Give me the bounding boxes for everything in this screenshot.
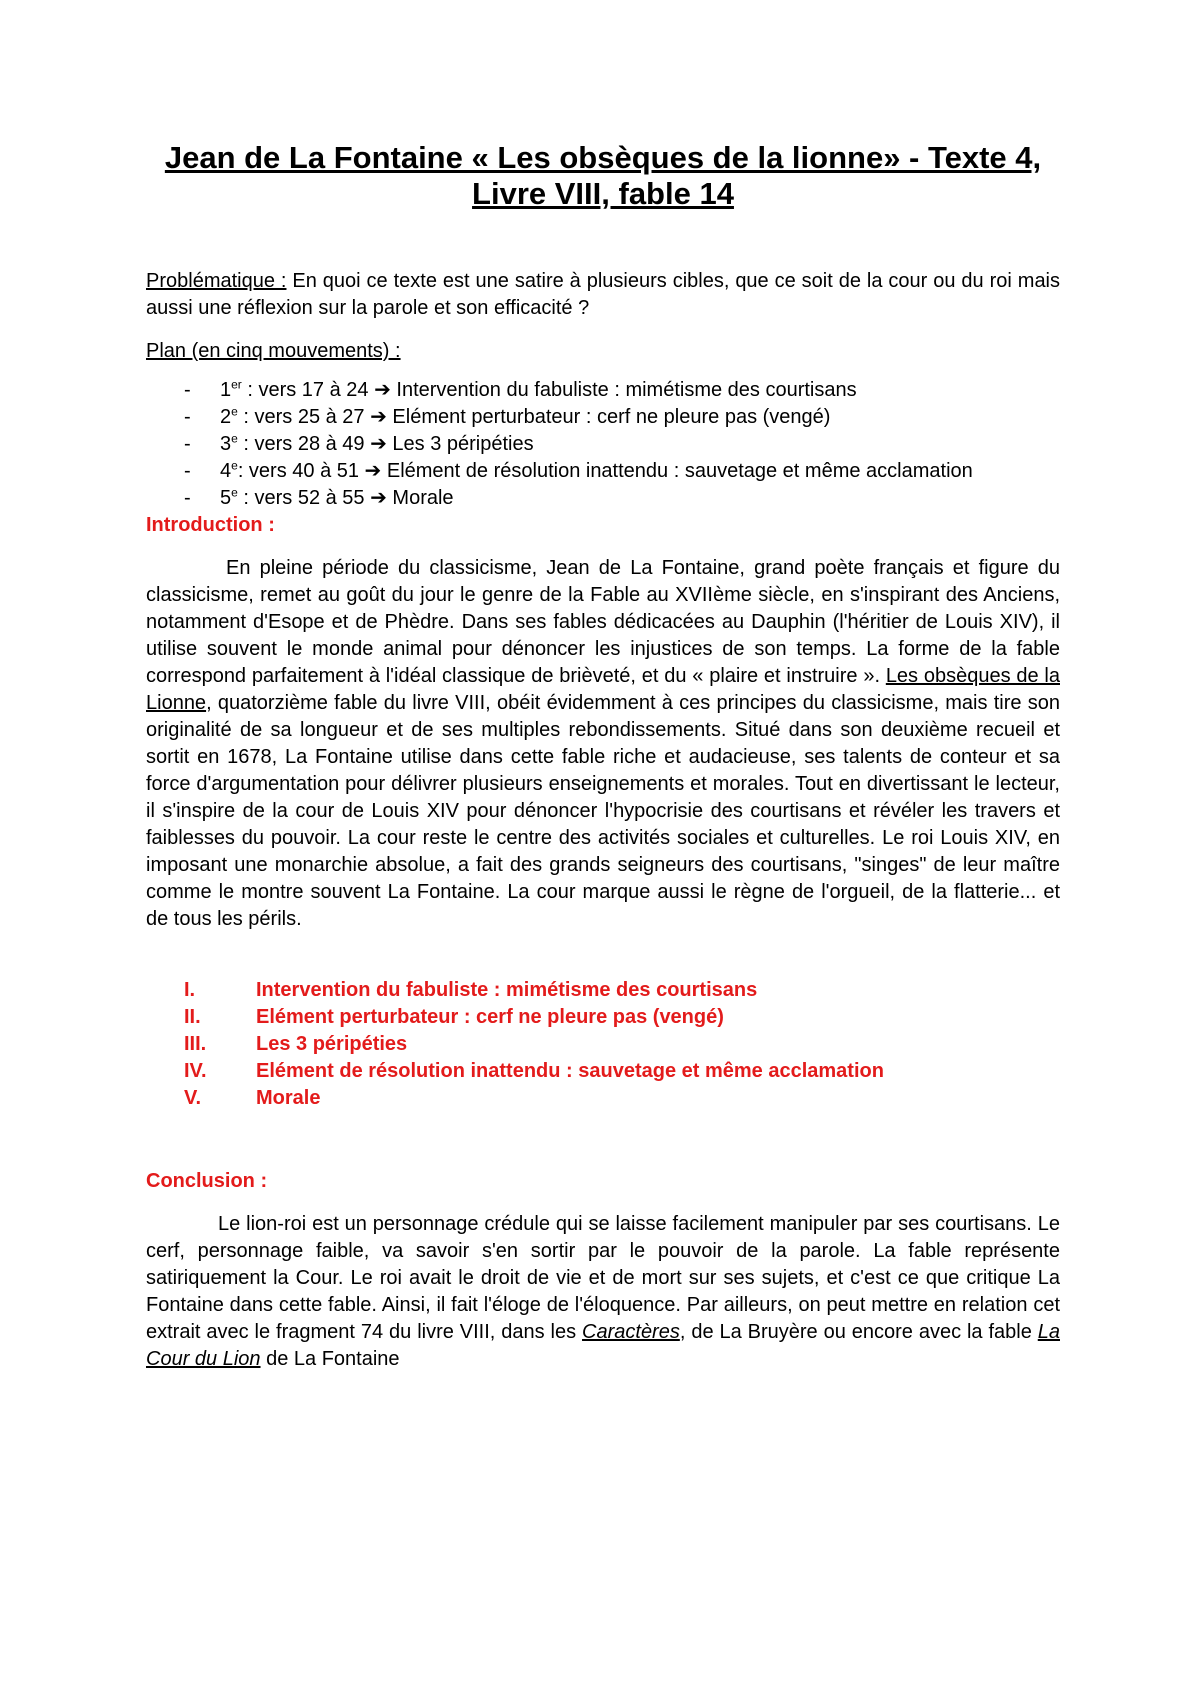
plan-item-sup: e <box>231 431 238 446</box>
conclusion-work-1: Caractères <box>582 1321 680 1343</box>
problematique-label: Problématique : <box>146 270 287 292</box>
plan-item-text: : vers 25 à 27 ➔ Elément perturbateur : cerf ne pleure pas (vengé) <box>237 406 831 428</box>
conclusion-text-middle: , de La Bruyère ou encore avec la fable <box>679 1321 1038 1343</box>
plan-label: Plan (en cinq mouvements) : <box>146 340 401 362</box>
plan-item <box>146 485 1060 512</box>
conclusion-paragraph <box>146 1211 1060 1373</box>
introduction-text-before: En pleine période du classicisme, Jean de La Fontaine, grand poète français et figure du classicisme, remet au goût du jour le genre de la Fable au XVIIème siècle, en s'inspirant des Anciens, notamment d'Esope et de Phèdre. Dans ses fables dédicacées au Dauphin (l'héritier de Louis XIV), il utilise souvent le monde animal pour dénoncer les injustices de son temps. La forme de la fable correspond parfaitement à l'idéal classique de brièveté, et du « plaire et instruire ». <box>146 557 1060 687</box>
list-dash: - <box>184 433 191 455</box>
plan-item-num: 5 <box>220 487 232 509</box>
plan-label-paragraph <box>146 338 1060 365</box>
plan-item-num: 3 <box>220 433 232 455</box>
list-dash: - <box>184 406 191 428</box>
conclusion-text-after: de La Fontaine <box>260 1348 400 1370</box>
plan-item-num: 4 <box>220 460 232 482</box>
part-item <box>146 977 1060 1004</box>
part-item <box>146 1085 1060 1112</box>
plan-item <box>146 377 1060 404</box>
plan-item-text: : vers 28 à 49 ➔ Les 3 péripéties <box>237 433 534 455</box>
document-page <box>146 140 1060 1373</box>
part-label: Morale <box>256 1087 321 1109</box>
part-num: I. <box>184 979 196 1001</box>
introduction-paragraph <box>146 555 1060 933</box>
plan-item <box>146 458 1060 485</box>
plan-item-sup: e <box>231 404 238 419</box>
plan-list <box>146 377 1060 512</box>
plan-item <box>146 431 1060 458</box>
conclusion-heading: Conclusion : <box>146 1170 268 1192</box>
plan-item-sup: er <box>231 377 242 392</box>
plan-item-num: 2 <box>220 406 232 428</box>
part-label: Elément de résolution inattendu : sauvetage et même acclamation <box>256 1060 884 1082</box>
part-num: V. <box>184 1087 202 1109</box>
list-dash: - <box>184 487 191 509</box>
parts-list <box>146 977 1060 1112</box>
part-label: Elément perturbateur : cerf ne pleure pas (vengé) <box>256 1006 724 1028</box>
introduction-heading: Introduction : <box>146 514 275 536</box>
plan-item-sup: e <box>231 458 238 473</box>
list-dash: - <box>184 379 191 401</box>
part-num: IV. <box>184 1060 207 1082</box>
conclusion-work-2: La Cour du Lion <box>146 1321 1060 1370</box>
part-num: III. <box>184 1033 207 1055</box>
part-num: II. <box>184 1006 201 1028</box>
plan-item-text: : vers 17 à 24 ➔ Intervention du fabuliste : mimétisme des courtisans <box>241 379 857 401</box>
plan-item-num: 1 <box>220 379 232 401</box>
part-item <box>146 1004 1060 1031</box>
introduction-text-after: , quatorzième fable du livre VIII, obéit évidemment à ces principes du classicisme, mais tire son originalité de sa longueur et de ses multiples rebondissements. Situé dans son deuxième recueil et sortit en 1678, La Fontaine utilise dans cette fable riche et audacieuse, ses talents de conteur et sa force d'argumentation pour délivrer plusieurs enseignements et morales. Tout en divertissant le lecteur, il s'inspire de la cour de Louis XIV pour dénoncer l'hypocrisie des courtisans et révéler les travers et faiblesses du pouvoir. La cour reste le centre des activités sociales et culturelles. Le roi Louis XIV, en imposant une monarchie absolue, a fait des grands seigneurs des courtisans, "singes" de leur maître comme le montre souvent La Fontaine. La cour marque aussi le règne de l'orgueil, de la flatterie... et de tous les périls. <box>146 692 1060 930</box>
part-item <box>146 1031 1060 1058</box>
plan-item <box>146 404 1060 431</box>
part-item <box>146 1058 1060 1085</box>
plan-item-sup: e <box>231 485 238 500</box>
plan-item-text: : vers 52 à 55 ➔ Morale <box>237 487 454 509</box>
conclusion-text-before: Le lion-roi est un personnage crédule qui se laisse facilement manipuler par ses courtisans. Le cerf, personnage faible, va savoir s'en sortir par le pouvoir de la parole. La fable représente satiriquement la Cour. Le roi avait le droit de vie et de mort sur ses sujets, et c'est ce que critique La Fontaine dans cette fable. Ainsi, il fait l'éloge de l'éloquence. Par ailleurs, on peut mettre en relation cet extrait avec le fragment 74 du livre VIII, dans les <box>146 1213 1060 1343</box>
document-title: Jean de La Fontaine « Les obsèques de la lionne» - Texte 4, Livre VIII, fable 14 <box>164 140 1042 211</box>
part-label: Intervention du fabuliste : mimétisme des courtisans <box>256 979 758 1001</box>
problematique-paragraph <box>146 268 1060 322</box>
part-label: Les 3 péripéties <box>256 1033 408 1055</box>
list-dash: - <box>184 460 191 482</box>
problematique-text: En quoi ce texte est une satire à plusieurs cibles, que ce soit de la cour ou du roi mais aussi une réflexion sur la parole et son efficacité ? <box>146 270 1061 319</box>
introduction-work-title: Les obsèques de la Lionne <box>146 665 1060 714</box>
plan-item-text: : vers 40 à 51 ➔ Elément de résolution inattendu : sauvetage et même acclamation <box>237 460 973 482</box>
